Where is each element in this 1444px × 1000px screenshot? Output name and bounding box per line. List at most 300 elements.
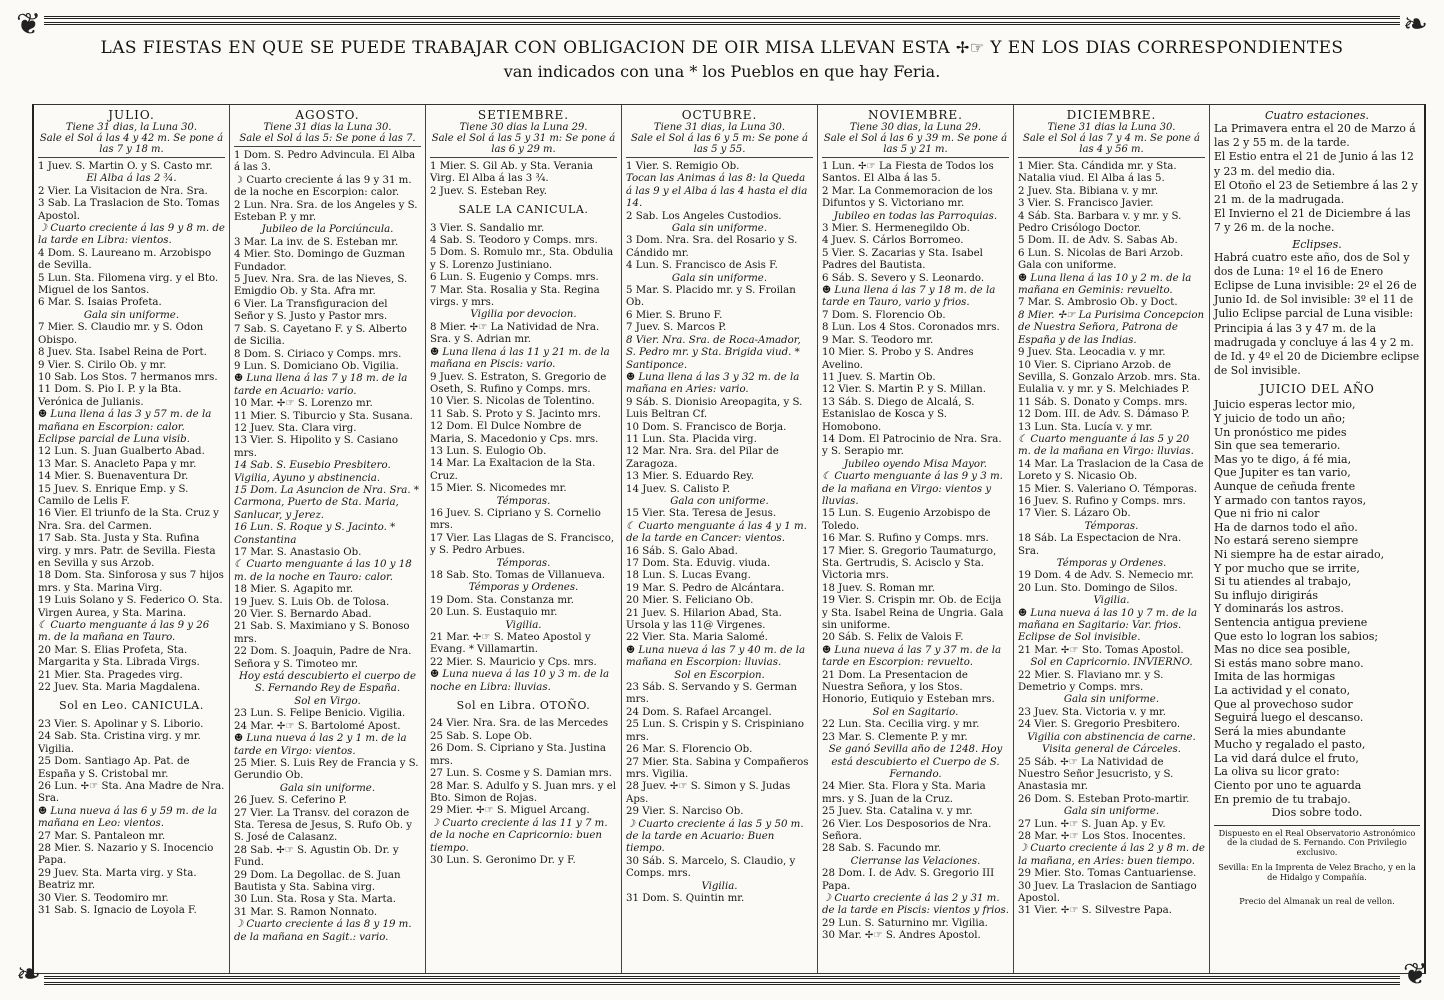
day-entry: Vigilia. xyxy=(701,880,738,892)
day-entry: 14 Mar. La Traslacion de la Casa de Loreto y S. Nicasio Ob. xyxy=(1018,458,1204,483)
poem-verse: Sentencia antigua previene xyxy=(1214,615,1368,629)
day-entry: Sol en Sagitario. xyxy=(872,706,959,718)
day-entry: 30 Mar. ✢☞ S. Andres Apostol. xyxy=(822,930,981,942)
poem-verse: Imita de las hormigas xyxy=(1214,670,1336,684)
day-entry: 14 Mar. La Exaltacion de la Sta. Cruz. xyxy=(430,458,596,482)
day-entry: 3 Vier. S. Sandalio mr. xyxy=(430,222,545,234)
day-entry: Témporas. xyxy=(496,557,551,569)
day-entry: 30 Lun. Sta. Rosa y Sta. Marta. xyxy=(234,894,396,906)
day-entry: 14 Juev. S. Calisto P. xyxy=(626,483,731,495)
day-entry: Cierranse las Velaciones. xyxy=(850,855,981,867)
day-entry: 3 Sab. La Traslacion de Sto. Tomas Apostol. xyxy=(38,198,220,222)
day-entry: 22 Mier. S. Flaviano mr. y S. Demetrio y Comps. mrs. xyxy=(1018,669,1164,694)
season-autumn: El Otoño el 23 de Setiembre á las 2 y 21 m. de la madrugada. xyxy=(1214,178,1418,207)
day-list xyxy=(430,161,617,867)
day-entry: Témporas. xyxy=(496,495,551,507)
poem-verse: Que Jupiter es tan vario, xyxy=(1214,466,1351,480)
day-entry: 18 Sáb. La Espectacion de Nra. Sra. xyxy=(1018,533,1182,557)
day-list xyxy=(626,161,813,905)
poem-verse: Ha de darnos todo el año. xyxy=(1214,520,1358,534)
day-entry: 31 Sab. S. Ignacio de Loyola F. xyxy=(38,904,197,916)
day-entry: 1 Mier. Sta. Cándida mr. y Sta. Natalia viud. El Alba á las 5. xyxy=(1018,161,1177,185)
day-entry: ☻ Luna nueva á las 7 y 40 m. de la mañana en Escorpion: lluvias. xyxy=(626,644,806,669)
day-entry: 24 Dom. S. Rafael Arcangel. xyxy=(626,706,772,718)
day-entry: 9 Vier. S. Cirilo Ob. y mr. xyxy=(38,359,167,371)
day-entry: 13 Lun. S. Eulogio Ob. xyxy=(430,445,547,457)
month-column xyxy=(622,105,818,973)
day-entry: 6 Lun. S. Nicolas de Bari Arzob. Gala con uniforme. xyxy=(1018,247,1184,272)
day-entry: 23 Vier. S. Apolinar y S. Liborio. xyxy=(38,718,204,730)
month-info-line: Sale el Sol á las 6 y 39 m. Se pone á las 5 y 21 m. xyxy=(823,133,1008,155)
header-line-1 xyxy=(74,38,1370,58)
day-entry: 1 Lun. ✢☞ La Fiesta de Todos los Santos. El Alba á las 5. xyxy=(822,161,994,185)
day-entry: 21 Mar. ✢☞ S. Mateo Apostol y Evang. * Villamartin. xyxy=(430,632,591,656)
corner-ornament-icon: ❧ xyxy=(1402,7,1428,42)
day-entry: 19 Dom. Sta. Constanza mr. xyxy=(430,594,575,606)
header-line-2: van indicados con una * los Pueblos en que hay Feria. xyxy=(503,62,941,81)
day-entry: 25 Sáb. ✢☞ La Natividad de Nuestro Señor Jesucristo, y S. Anastasia mr. xyxy=(1018,756,1174,793)
day-entry: 20 Vier. S. Bernardo Abad. xyxy=(234,609,372,621)
poem xyxy=(1214,398,1420,806)
cross-hand-icon: ✢☞ xyxy=(955,38,985,57)
day-entry: 22 Lun. Sta. Cecilia virg. y mr. xyxy=(822,719,980,731)
month-name: DICIEMBRE. xyxy=(1066,108,1157,122)
day-entry: ☽ Cuarto creciente á las 2 y 31 m. de la tarde en Piscis: vientos y frios. xyxy=(822,892,1010,917)
day-entry: 2 Juev. S. Esteban Rey. xyxy=(430,185,548,197)
corner-ornament-icon: ❧ xyxy=(16,957,42,992)
day-entry: 27 Mar. S. Pantaleon mr. xyxy=(38,830,166,842)
month-info-line: Tiene 31 dias, la Luna 30. xyxy=(65,122,198,133)
month-column xyxy=(230,105,426,973)
day-list xyxy=(38,161,225,917)
month-info-line: Tiene 31 dias, la Luna 30. xyxy=(653,122,786,133)
day-entry: 15 Juev. S. Enrique Emp. y S. Camilo de Lelis F. xyxy=(38,483,189,507)
day-entry: 10 Vier. S. Nicolas de Tolentino. xyxy=(430,396,595,408)
day-entry: 17 Dom. Sta. Eduvig. viuda. xyxy=(626,558,771,569)
day-entry: ☻ Luna llena á las 11 y 21 m. de la mañana en Piscis: vario. xyxy=(430,346,610,371)
day-entry: 19 Luis Solano y S. Federico O. Sta. Virgen Aurea, y Sta. Marina. xyxy=(38,595,223,619)
day-entry: ☽ Cuarto creciente á las 2 y 8 m. de la mañana, en Aries: buen tiempo. xyxy=(1018,843,1205,867)
day-entry: 10 Vier. S. Cipriano Arzob. de Sevilla, S. Gonzalo Arzob. mrs. Sta. Eulalia v. y mr. y S. Melchiades P. xyxy=(1018,359,1201,396)
juicio-title: JUICIO DEL AÑO xyxy=(1259,382,1375,397)
month-info-line: Sale el Sol á las 6 y 5 m: Se pone á las 5 y 55. xyxy=(630,133,809,155)
day-entry: 4 Lun. S. Francisco de Asis F. xyxy=(626,260,778,272)
poem-end: Dios sobre todo. xyxy=(1271,806,1363,820)
day-entry: 19 Vier. S. Crispin mr. Ob. de Ecija y Sta. Isabel Reina de Ungria. Gala sin uniforme. xyxy=(822,595,1004,632)
day-entry: 11 Juev. S. Martin Ob. xyxy=(822,371,936,383)
day-entry: 15 Mier. S. Valeriano O. Témporas. xyxy=(1018,483,1198,495)
poem-verse: Y armado con tantos rayos, xyxy=(1214,493,1367,507)
day-entry: 17 Sab. Sta. Justa y Sta. Rufina virg. y mrs. Patr. de Sevilla. Fiesta en Sevilla y sus Arzob. xyxy=(38,533,216,569)
day-entry: 25 Mier. S. Luis Rey de Francia y S. Gerundio Ob. xyxy=(234,757,419,782)
day-entry: 9 Juev. S. Estraton, S. Gregorio de Oseth, S. Rufino y Comps. mrs. xyxy=(430,371,607,395)
day-entry: Tocan las Animas á las 8: la Queda á las 9 y el Alba á las 4 hasta el dia 14. xyxy=(626,173,808,210)
day-entry: 5 Mar. S. Placido mr. y S. Froilan Ob. xyxy=(626,285,796,309)
poem-verse: Juicio esperas lector mio, xyxy=(1214,398,1356,412)
day-entry: 13 Mar. S. Anacleto Papa y mr. xyxy=(38,458,197,470)
day-entry: 15 Lun. S. Eugenio Arzobispo de Toledo. xyxy=(822,508,991,532)
day-entry: 8 Vier. Nra. Sra. de Roca-Amador, S. Pedro mr. y Sta. Brigida viud. * Santiponce. xyxy=(626,334,801,371)
corner-ornament-icon: ❦ xyxy=(1402,957,1428,992)
day-entry: 29 Vier. S. Narciso Ob. xyxy=(626,806,744,818)
day-entry: 11 Lun. Sta. Placida virg. xyxy=(626,433,757,445)
day-entry: Gala sin uniforme. xyxy=(671,272,768,284)
day-entry: 18 Lun. S. Lucas Evang. xyxy=(626,570,751,582)
day-entry: 12 Vier. S. Martin P. y S. Millan. xyxy=(822,384,986,396)
poem-verse: Aunque de ceñuda frente xyxy=(1214,480,1356,494)
day-entry: Sol en Escorpion. xyxy=(674,669,765,681)
poem-verse: Un pronóstico me pides xyxy=(1214,425,1347,439)
day-entry: 8 Mier. ✢☞ La Purisima Concepcion de Nuestra Señora, Patrona de España y de las Indias. xyxy=(1018,309,1205,346)
day-entry: 13 Sáb. S. Diego de Alcalá, S. Estanislao de Kosca y S. Homobono. xyxy=(822,396,975,433)
day-entry: Jubileo en todas las Parroquias. xyxy=(833,210,998,222)
day-entry: 12 Dom. III. de Adv. S. Dámaso P. xyxy=(1018,409,1190,421)
season-spring: La Primavera entra el 20 de Marzo á las 2 y 55 m. de la tarde. xyxy=(1214,122,1416,150)
day-entry: 6 Lun. S. Eugenio y Comps. mrs. xyxy=(430,272,599,284)
day-entry: 23 Sáb. S. Servando y S. German mrs. xyxy=(626,682,797,706)
day-entry: 8 Mier. ✢☞ La Natividad de Nra. Sra. y S. Adrian mr. xyxy=(430,321,600,346)
day-entry: 24 Sab. Sta. Cristina virg. y mr. Vigilia. xyxy=(38,731,201,755)
day-entry: 20 Mar. S. Elias Profeta, Sta. Margarita y Sta. Librada Virgs. xyxy=(38,644,200,669)
bottom-rule-2 xyxy=(44,982,1400,985)
day-entry: Vigilia con abstinencia de carne. Visita general de Cárceles. xyxy=(1027,731,1196,756)
month-info xyxy=(822,122,1009,158)
top-rule xyxy=(44,16,1400,19)
day-entry: Hoy está descubierto el cuerpo de S. Fernando Rey de España. xyxy=(239,671,416,695)
day-entry: 11 Sab. S. Proto y S. Jacinto mrs. xyxy=(430,408,601,420)
day-entry: 7 Mar. Sta. Rosalia y Sta. Regina virgs. y mrs. xyxy=(430,284,600,309)
poem-verse: No estará sereno siempre xyxy=(1214,534,1359,548)
day-entry: 25 Juev. Sta. Catalina v. y mr. xyxy=(822,806,973,818)
day-entry: ☻ Luna llena á las 3 y 32 m. de la mañana en Aries: vario. xyxy=(626,371,800,396)
day-entry: 23 Lun. S. Felipe Benicio. Vigilia. xyxy=(234,708,406,720)
day-entry: 7 Dom. S. Florencio Ob. xyxy=(822,309,946,321)
day-entry: 3 Vier. S. Francisco Javier. xyxy=(1018,198,1154,210)
day-entry: 1 Dom. S. Pedro Advincula. El Alba á las 3. xyxy=(234,150,416,174)
day-entry: 4 Sab. S. Teodoro y Comps. mrs. xyxy=(430,235,598,247)
header-text-b: Y EN LOS DIAS CORRESPONDIENTES xyxy=(990,38,1344,58)
day-entry: 3 Mier. S. Hermenegildo Ob. xyxy=(822,223,970,235)
day-entry: SALE LA CANICULA. xyxy=(458,203,589,217)
day-entry: 5 Dom. II. de Adv. S. Sabas Ab. xyxy=(1018,235,1178,247)
day-entry: 26 Juev. S. Ceferino P. xyxy=(234,795,347,807)
calendar-columns xyxy=(32,104,1426,974)
season-winter: El Invierno el 21 de Diciembre á las 7 y 26 m. de la noche. xyxy=(1214,207,1411,235)
day-entry: 24 Mar. ✢☞ S. Bartolomé Apost. xyxy=(234,720,401,732)
day-entry: 15 Dom. La Asuncion de Nra. Sra. * Carmona, Puerto de Sta. Maria, Sanlucar, y Jerez. xyxy=(234,484,419,521)
day-entry: 22 Juev. Sta. Maria Magdalena. xyxy=(38,682,201,694)
poem-verse: Su influjo dirigirás xyxy=(1214,588,1319,602)
day-entry: 18 Sab. Sto. Tomas de Villanueva. xyxy=(430,570,606,581)
poem-verse: Será la mies abundante xyxy=(1214,724,1346,738)
eclipses-title: Eclipses. xyxy=(1292,237,1342,251)
observatory-note: Dispuesto en el Real Observatorio Astronómico de la ciudad de S. Fernando. Con Privilegio exclusivo. xyxy=(1214,825,1420,858)
day-entry: Gala con uniforme. xyxy=(670,495,769,507)
day-entry: Gala sin uniforme. xyxy=(671,223,768,235)
day-entry: 8 Dom. S. Ciriaco y Comps. mrs. xyxy=(234,348,402,360)
price-note: Precio del Almanak un real de vellon. xyxy=(1239,895,1395,906)
day-entry: 28 Sab. ✢☞ S. Agustin Ob. Dr. y Fund. xyxy=(234,844,399,869)
day-entry: ☻ Luna nueva á las 10 y 3 m. de la noche en Libra: lluvias. xyxy=(430,669,610,693)
day-entry: Gala sin uniforme. xyxy=(1063,806,1160,818)
day-entry: 4 Sáb. Sta. Barbara v. y mr. y S. Pedro Crisólogo Doctor. xyxy=(1018,210,1182,235)
day-entry: 26 Mar. S. Florencio Ob. xyxy=(626,744,753,756)
day-entry: Sol en Libra. OTOÑO. xyxy=(456,699,591,713)
top-rule-2 xyxy=(44,22,1400,25)
day-entry: 22 Dom. S. Joaquin, Padre de Nra. Señora y S. Timoteo mr. xyxy=(234,646,412,670)
day-entry: 27 Lun. ✢☞ S. Juan Ap. y Ev. xyxy=(1018,818,1166,830)
poem-verse: Que ni frio ni calor xyxy=(1214,507,1320,521)
month-info-line: Tiene 30 dias, la Luna 29. xyxy=(849,122,982,133)
poem-verse: Que al provechoso sudor xyxy=(1214,697,1353,711)
day-entry: ☽ Cuarto creciente á las 5 y 50 m. de la tarde en Acuario: Buen tiempo. xyxy=(626,818,804,855)
seasons-title: Cuatro estaciones. xyxy=(1264,109,1370,122)
day-entry: 2 Lun. Nra. Sra. de los Angeles y S. Esteban P. y mr. xyxy=(234,199,418,224)
month-info-line: Tiene 31 dias la Luna 30. xyxy=(1047,122,1176,133)
eclipses-text: Habrá cuatro este año, dos de Sol y dos de Luna: 1º el 16 de Enero Eclipse de Luna invisible: 2º el 26 de Junio Id. de Sol invisible: 3º el 11 de Julio Eclipse parcial de Luna visible: Principia á las 3 y 47 m. de la madrugada y concluye á las 4 y 2 m. de Id. y 4º el 20 de Diciembre eclipse de Sol invisible. xyxy=(1214,250,1420,378)
day-entry: 3 Mar. La inv. de S. Esteban mr. xyxy=(234,236,399,248)
day-entry: ☻ Luna nueva á las 2 y 1 m. de la tarde en Virgo: vientos. xyxy=(234,733,407,757)
day-entry: 10 Mier. S. Probo y S. Andres Avelino. xyxy=(822,347,974,371)
day-entry: 16 Juev. S. Cipriano y S. Cornelio mrs. xyxy=(430,507,601,532)
day-entry: ☽ Cuarto creciente á las 9 y 31 m. de la noche en Escorpion: calor. xyxy=(234,174,412,199)
day-entry: 30 Vier. S. Teodomiro mr. xyxy=(38,892,169,904)
day-entry: 4 Mier. Sto. Domingo de Guzman Fundador. xyxy=(234,249,405,273)
header-text-a: LAS FIESTAS EN QUE SE PUEDE TRABAJAR CON OBLIGACION DE OIR MISA LLEVAN ESTA xyxy=(100,38,951,58)
day-entry: Se ganó Sevilla año de 1248. Hoy está descubierto el Cuerpo de S. Fernando. xyxy=(828,744,1003,780)
poem-verse: Ciento por uno te aguarda xyxy=(1214,779,1362,793)
day-entry: 29 Mier. Sto. Tomas Cantuariense. xyxy=(1018,868,1197,880)
day-entry: Sol en Leo. CANICULA. xyxy=(59,699,204,713)
day-entry: 6 Mier. S. Bruno F. xyxy=(626,309,723,321)
day-entry: 20 Lun. Sto. Domingo de Silos. xyxy=(1018,582,1178,594)
day-entry: 7 Juev. S. Marcos P. xyxy=(626,322,727,334)
poem-verse: Sin que sea temerario. xyxy=(1214,439,1341,453)
month-column xyxy=(818,105,1014,973)
day-entry: Sol en Virgo. xyxy=(294,695,361,707)
day-entry: Vigilia por devocion. xyxy=(470,309,577,321)
day-entry: Témporas y Ordenes. xyxy=(1056,558,1167,569)
info-column xyxy=(1210,105,1424,973)
day-entry: 27 Lun. S. Cosme y S. Damian mrs. xyxy=(430,768,612,780)
day-entry: 28 Mier. S. Nazario y S. Inocencio Papa. xyxy=(38,842,214,867)
day-entry: 9 Juev. Sta. Leocadia v. y mr. xyxy=(1018,347,1166,359)
day-entry: 30 Lun. S. Geronimo Dr. y F. xyxy=(430,854,576,866)
day-entry: 24 Vier. Nra. Sra. de las Mercedes xyxy=(430,718,609,730)
poem-verse: Mucho y regalado el pasto, xyxy=(1214,738,1366,752)
poem-verse: Si estás mano sobre mano. xyxy=(1214,656,1364,670)
day-entry: 18 Mier. S. Agapito mr. xyxy=(234,584,354,596)
day-entry: 27 Vier. La Transv. del corazon de Sta. Teresa de Jesus, S. Rufo Ob. y S. José de Calasanz. xyxy=(234,807,413,844)
poem-verse: Mas yo te digo, á fé mia, xyxy=(1214,452,1352,466)
day-entry: ☽ Cuarto creciente á las 8 y 19 m. de la mañana en Sagit.: vario. xyxy=(234,919,412,943)
day-entry: 5 Juev. Nra. Sra. de las Nieves, S. Emigdio Ob. y Sta. Afra mr. xyxy=(234,274,408,298)
day-entry: 21 Juev. S. Hilarion Abad, Sta. Ursola y las 11@ Virgenes. xyxy=(626,607,782,632)
day-list xyxy=(1018,161,1205,918)
day-entry: ☻ Luna llena á las 3 y 57 m. de la mañana en Escorpion: calor. Eclipse parcial de Luna visib. xyxy=(38,409,212,445)
day-entry: Jubileo oyendo Misa Mayor. xyxy=(843,458,988,470)
day-entry: 6 Vier. La Transfiguracion del Señor y S. Justo y Pastor mrs. xyxy=(234,298,388,323)
day-entry: ☻ Luna llena á las 7 y 18 m. de la tarde en Tauro, vario y frios. xyxy=(822,285,996,309)
day-entry: 16 Sáb. S. Galo Abad. xyxy=(626,545,738,557)
day-entry: 13 Mier. S. Eduardo Rey. xyxy=(626,471,754,483)
day-entry: 25 Lun. S. Crispin y S. Crispiniano mrs. xyxy=(626,719,804,743)
month-info-line: Sale el Sol á las 7 y 4 m. Se pone á las 4 y 56 m. xyxy=(1023,133,1200,155)
day-entry: 5 Lun. Sta. Filomena virg. y el Bto. Miguel de los Santos. xyxy=(38,272,219,297)
day-entry: 2 Vier. La Visitacion de Nra. Sra. xyxy=(38,185,208,197)
printer-note: Sevilla: En la Imprenta de Velez Bracho, y en la de Hidalgo y Compañía. xyxy=(1218,861,1416,882)
day-entry: 2 Sab. Los Angeles Custodios. xyxy=(626,210,782,222)
day-entry: 14 Mier. S. Buenaventura Dr. xyxy=(38,471,189,483)
month-info-line: Sale el Sol á las 5 y 31 m: Se pone á las 6 y 29 m. xyxy=(431,133,616,155)
month-name: OCTUBRE. xyxy=(681,108,758,122)
day-entry: 16 Juev. S. Rufino y Comps. mrs. xyxy=(1018,495,1186,507)
day-entry: 31 Mar. S. Ramon Nonnato. xyxy=(234,906,378,918)
day-entry: 12 Juev. Sta. Clara virg. xyxy=(234,422,357,434)
day-entry: 10 Sab. Los Stos. 7 hermanos mrs. xyxy=(38,371,218,383)
month-name: AGOSTO. xyxy=(295,108,360,122)
day-entry: 3 Dom. Nra. Sra. del Rosario y S. Cándido mr. xyxy=(626,235,798,259)
day-entry: 9 Lun. S. Domiciano Ob. Vigilia. xyxy=(234,360,399,372)
day-entry: 4 Juev. S. Cárlos Borromeo. xyxy=(822,235,964,247)
day-entry: 11 Mier. S. Tiburcio y Sta. Susana. xyxy=(234,410,413,422)
day-entry: 7 Sab. S. Cayetano F. y S. Alberto de Sicilia. xyxy=(234,323,407,348)
day-entry: ☽ Cuarto creciente á las 11 y 7 m. de la noche en Capricornio: buen tiempo. xyxy=(430,817,608,854)
day-entry: 27 Mier. Sta. Sabina y Compañeros mrs. Vigilia. xyxy=(626,756,809,780)
day-entry: 22 Mier. S. Mauricio y Cps. mrs. xyxy=(430,656,597,668)
poem-verse: Ni siempre ha de estar airado, xyxy=(1214,547,1385,561)
day-entry: 13 Lun. Sta. Lucía v. y mr. xyxy=(1018,421,1153,433)
day-entry: 1 Juev. S. Martin O. y S. Casto mr. xyxy=(38,161,213,172)
day-entry: 1 Vier. S. Remigio Ob. xyxy=(626,161,740,172)
day-entry: ☾ Cuarto menguante á las 10 y 18 m. de la noche en Tauro: calor. xyxy=(234,559,412,583)
day-entry: ☻ Luna llena á las 10 y 2 m. de la mañana en Geminis: revuelto. xyxy=(1018,272,1192,297)
day-entry: 28 Dom. I. de Adv. S. Gregorio III Papa. xyxy=(822,868,995,892)
day-entry: 21 Dom. La Presentacion de Nuestra Señora, y los Stos. Honorio, Eutiquio y Esteban mrs. xyxy=(822,669,995,706)
day-entry: 9 Sáb. S. Dionisio Areopagita, y S. Luis Beltran Cf. xyxy=(626,396,803,421)
day-entry: 12 Mar. Nra. Sra. del Pilar de Zaragoza. xyxy=(626,446,779,470)
day-entry: 31 Vier. ✢☞ S. Silvestre Papa. xyxy=(1018,905,1172,917)
month-info xyxy=(234,122,421,147)
day-entry: Sol en Capricornio. INVIERNO. xyxy=(1030,657,1193,669)
day-entry: 18 Dom. Sta. Sinforosa y sus 7 hijos mrs. y Sta. Marina Virg. xyxy=(38,570,224,594)
day-entry: 15 Vier. Sta. Teresa de Jesus. xyxy=(626,508,777,520)
poem-verse: Si tu atiendes al trabajo, xyxy=(1214,575,1352,589)
day-entry: 6 Mar. S. Isaias Profeta. xyxy=(38,297,162,309)
day-entry: Vigilia. xyxy=(505,619,542,631)
day-entry: 24 Vier. S. Gregorio Presbitero. xyxy=(1018,719,1181,731)
day-entry: 28 Juev. ✢☞ S. Simon y S. Judas Aps. xyxy=(626,781,791,805)
day-entry: 11 Dom. S. Pio I. P. y la Bta. Verónica de Julianis. xyxy=(38,384,182,408)
month-name: JULIO. xyxy=(108,108,155,122)
day-entry: ☽ Cuarto creciente á las 9 y 8 m. de la tarde en Libra: vientos. xyxy=(38,223,225,247)
day-entry: 17 Vier. Las Llagas de S. Francisco, y S. Pedro Arbues. xyxy=(430,532,615,557)
day-entry: 30 Juev. La Traslacion de Santiago Apostol. xyxy=(1018,880,1197,904)
day-entry: 28 Mar. ✢☞ Los Stos. Inocentes. xyxy=(1018,830,1186,842)
day-entry: 13 Vier. S. Hipolito y S. Casiano mrs. xyxy=(234,435,398,459)
poem-verse: Y dominarás los astros. xyxy=(1214,602,1344,616)
day-entry: 10 Dom. S. Francisco de Borja. xyxy=(626,421,787,433)
day-entry: 19 Juev. S. Luis Ob. de Tolosa. xyxy=(234,596,390,608)
day-entry: 16 Lun. S. Roque y S. Jacinto. * Constantina xyxy=(234,522,396,546)
corner-ornament-icon: ❦ xyxy=(16,7,42,42)
day-entry: Jubileo de la Porciúncula. xyxy=(261,224,394,236)
month-column xyxy=(1014,105,1210,973)
day-entry: Vigilia. xyxy=(1093,595,1130,607)
day-entry: Gala sin uniforme. xyxy=(1063,694,1160,706)
day-entry: 14 Sab. S. Eusebio Presbitero. Vigilia, Ayuno y abstinencia. xyxy=(234,460,391,484)
day-entry: 6 Sáb. S. Severo y S. Leonardo. xyxy=(822,272,985,284)
month-info-line: Tiene 31 dias la Luna 30. xyxy=(263,122,392,133)
poem-verse: Y por mucho que se irrite, xyxy=(1214,561,1360,575)
month-info-line: Sale el Sol á las 4 y 42 m. Se pone á las 7 y 18 m. xyxy=(39,133,224,155)
day-entry: 16 Mar. S. Rufino y Comps. mrs. xyxy=(822,533,989,545)
day-entry: 19 Mar. S. Pedro de Alcántara. xyxy=(626,582,785,594)
month-info-line: Tiene 30 dias la Luna 29. xyxy=(459,122,588,133)
day-entry: 23 Juev. Sta. Victoria v. y mr. xyxy=(1018,706,1166,718)
poem-verse: La oliva su licor grato: xyxy=(1214,765,1340,779)
day-entry: Témporas y Ordenes. xyxy=(468,582,579,594)
day-entry: 15 Mier. S. Nicomedes mr. xyxy=(430,483,567,495)
day-entry: 9 Mar. S. Teodoro mr. xyxy=(822,334,934,346)
day-entry: 7 Mar. S. Ambrosio Ob. y Doct. xyxy=(1018,297,1178,309)
month-column xyxy=(34,105,230,973)
day-entry: Gala sin uniforme. xyxy=(83,309,180,321)
day-entry: 12 Dom. El Dulce Nombre de Maria, S. Macedonio y Cps. mrs. xyxy=(430,421,599,445)
day-list xyxy=(234,150,421,944)
day-entry: 24 Mier. Sta. Flora y Sta. Maria mrs. y S. Juan de la Cruz. xyxy=(822,781,986,805)
day-entry: 2 Mar. La Conmemoracion de los Difuntos y S. Victoriano mr. xyxy=(822,185,993,210)
day-entry: ☾ Cuarto menguante á las 5 y 20 m. de la mañana en Virgo: lluvias. xyxy=(1018,433,1194,458)
day-list xyxy=(822,161,1009,943)
day-entry: 14 Dom. El Patrocinio de Nra. Sra. y S. Serapio mr. xyxy=(822,433,1002,458)
day-entry: Gala sin uniforme. xyxy=(279,782,376,794)
day-entry: 29 Mier. ✢☞ S. Miguel Arcang. xyxy=(430,805,590,817)
day-entry: 21 Mar. ✢☞ Sto. Tomas Apostol. xyxy=(1018,644,1184,656)
day-entry: ☻ Luna llena á las 7 y 18 m. de la tarde en Acuario: vario. xyxy=(234,373,408,397)
day-entry: 21 Sab. S. Maximiano y S. Bonoso mrs. xyxy=(234,621,410,645)
day-entry: 28 Mar. S. Adulfo y S. Juan mrs. y el Bto. Simon de Rojas. xyxy=(430,780,616,804)
day-entry: 11 Sáb. S. Donato y Comps. mrs. xyxy=(1018,396,1188,408)
day-entry: ☾ Cuarto menguante á las 9 y 3 m. de la mañana en Virgo: vientos y lluvias. xyxy=(822,471,1003,507)
day-entry: 26 Dom. S. Cipriano y Sta. Justina mrs. xyxy=(430,743,606,767)
day-entry: El Alba á las 2 ¾. xyxy=(86,173,177,185)
month-column xyxy=(426,105,622,973)
month-info xyxy=(626,122,813,158)
month-info xyxy=(38,122,225,158)
day-entry: 30 Sáb. S. Marcelo, S. Claudio, y Comps. mrs. xyxy=(626,855,796,880)
page-header xyxy=(74,38,1370,81)
almanac-page xyxy=(14,7,1430,992)
day-entry: 31 Dom. S. Quintin mr. xyxy=(626,892,745,904)
day-entry: 5 Dom. S. Romulo mr., Sta. Obdulia y S. Lorenzo Justiniano. xyxy=(430,247,614,271)
month-info xyxy=(1018,122,1205,158)
day-entry: 18 Juev. S. Roman mr. xyxy=(822,582,935,594)
day-entry: 17 Mier. S. Gregorio Taumaturgo, Sta. Gertrudis, S. Acisclo y Sta. Victoria mrs. xyxy=(822,545,997,582)
month-name: NOVIEMBRE. xyxy=(867,108,963,122)
day-entry: 2 Juev. Sta. Bibiana v. y mr. xyxy=(1018,185,1159,197)
day-entry: ☾ Cuarto menguante á las 4 y 1 m. de la tarde en Cancer: vientos. xyxy=(626,520,807,545)
day-entry: 25 Sab. S. Lope Ob. xyxy=(430,730,533,742)
poem-verse: Seguirá luego el descanso. xyxy=(1214,711,1364,725)
day-entry: 26 Vier. Los Desposorios de Nra. Señora. xyxy=(822,818,992,842)
day-entry: 17 Mar. S. Anastasio Ob. xyxy=(234,547,362,558)
day-entry: 29 Dom. La Degollac. de S. Juan Bautista y Sta. Sabina virg. xyxy=(234,869,401,893)
day-entry: 4 Dom. S. Laureano m. Arzobispo de Sevilla. xyxy=(38,247,212,272)
month-name: SETIEMBRE. xyxy=(477,108,570,122)
day-entry: 26 Lun. ✢☞ Sta. Ana Madre de Nra. Sra. xyxy=(38,780,225,805)
day-entry: ☻ Luna nueva á las 10 y 7 m. de la mañana en Sagitario: Var. frios. Eclipse de Sol invisible. xyxy=(1018,607,1198,644)
